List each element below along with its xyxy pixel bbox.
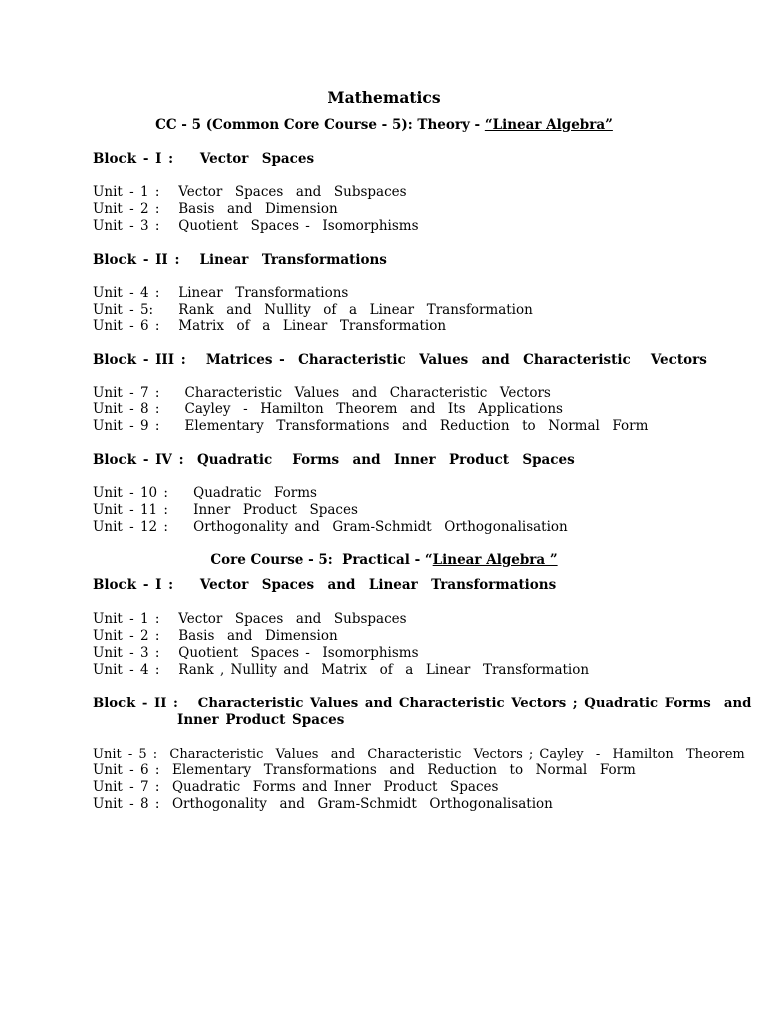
practical-course-prefix: Core Course - 5: Practical - “ <box>210 552 433 568</box>
block-heading: Block - II : Characteristic Values and Characteristic Vectors ; Quadratic Forms and <box>93 696 752 711</box>
block-heading-continuation: Inner Product Spaces <box>177 712 345 728</box>
unit-item: Unit - 7 : Quadratic Forms and Inner Product Spaces <box>93 779 499 795</box>
practical-course-heading <box>0 552 768 569</box>
unit-item: Unit - 4 : Linear Transformations <box>93 285 349 301</box>
unit-item: Unit - 5: Rank and Nullity of a Linear Transformation <box>93 302 533 318</box>
unit-item: Unit - 8 : Orthogonality and Gram-Schmidt Orthogonalisation <box>93 796 553 812</box>
block-heading: Block - I : Vector Spaces <box>93 151 315 167</box>
block-heading: Block - II : Linear Transformations <box>93 252 387 268</box>
unit-item: Unit - 1 : Vector Spaces and Subspaces <box>93 184 407 200</box>
unit-item: Unit - 5 : Characteristic Values and Characteristic Vectors ; Cayley - Hamilton Theorem <box>93 747 745 762</box>
block-heading: Block - III : Matrices - Characteristic Values and Characteristic Vectors <box>93 352 707 368</box>
block-heading: Block - IV : Quadratic Forms and Inner Product Spaces <box>93 452 575 468</box>
practical-course-title: Linear Algebra ” <box>432 552 558 568</box>
unit-item: Unit - 9 : Elementary Transformations and Reduction to Normal Form <box>93 418 649 434</box>
unit-item: Unit - 3 : Quotient Spaces - Isomorphisms <box>93 645 419 661</box>
unit-item: Unit - 2 : Basis and Dimension <box>93 628 338 644</box>
unit-item: Unit - 10 : Quadratic Forms <box>93 485 317 501</box>
unit-item: Unit - 2 : Basis and Dimension <box>93 201 338 217</box>
page-title: Mathematics <box>327 88 441 107</box>
unit-item: Unit - 7 : Characteristic Values and Characteristic Vectors <box>93 385 551 401</box>
unit-item: Unit - 11 : Inner Product Spaces <box>93 502 358 518</box>
unit-item: Unit - 6 : Elementary Transformations and Reduction to Normal Form <box>93 762 636 778</box>
unit-item: Unit - 1 : Vector Spaces and Subspaces <box>93 611 407 627</box>
unit-item: Unit - 3 : Quotient Spaces - Isomorphisms <box>93 218 419 234</box>
unit-item: Unit - 12 : Orthogonality and Gram-Schmidt Orthogonalisation <box>93 519 568 535</box>
theory-course-heading <box>0 117 768 134</box>
unit-item: Unit - 6 : Matrix of a Linear Transformation <box>93 318 447 334</box>
unit-item: Unit - 4 : Rank , Nullity and Matrix of a Linear Transformation <box>93 662 590 678</box>
unit-item: Unit - 8 : Cayley - Hamilton Theorem and Its Applications <box>93 401 563 417</box>
theory-course-title: “Linear Algebra” <box>484 117 613 133</box>
block-heading: Block - I : Vector Spaces and Linear Transformations <box>93 577 557 593</box>
theory-course-prefix: CC - 5 (Common Core Course - 5): Theory - <box>155 117 485 133</box>
